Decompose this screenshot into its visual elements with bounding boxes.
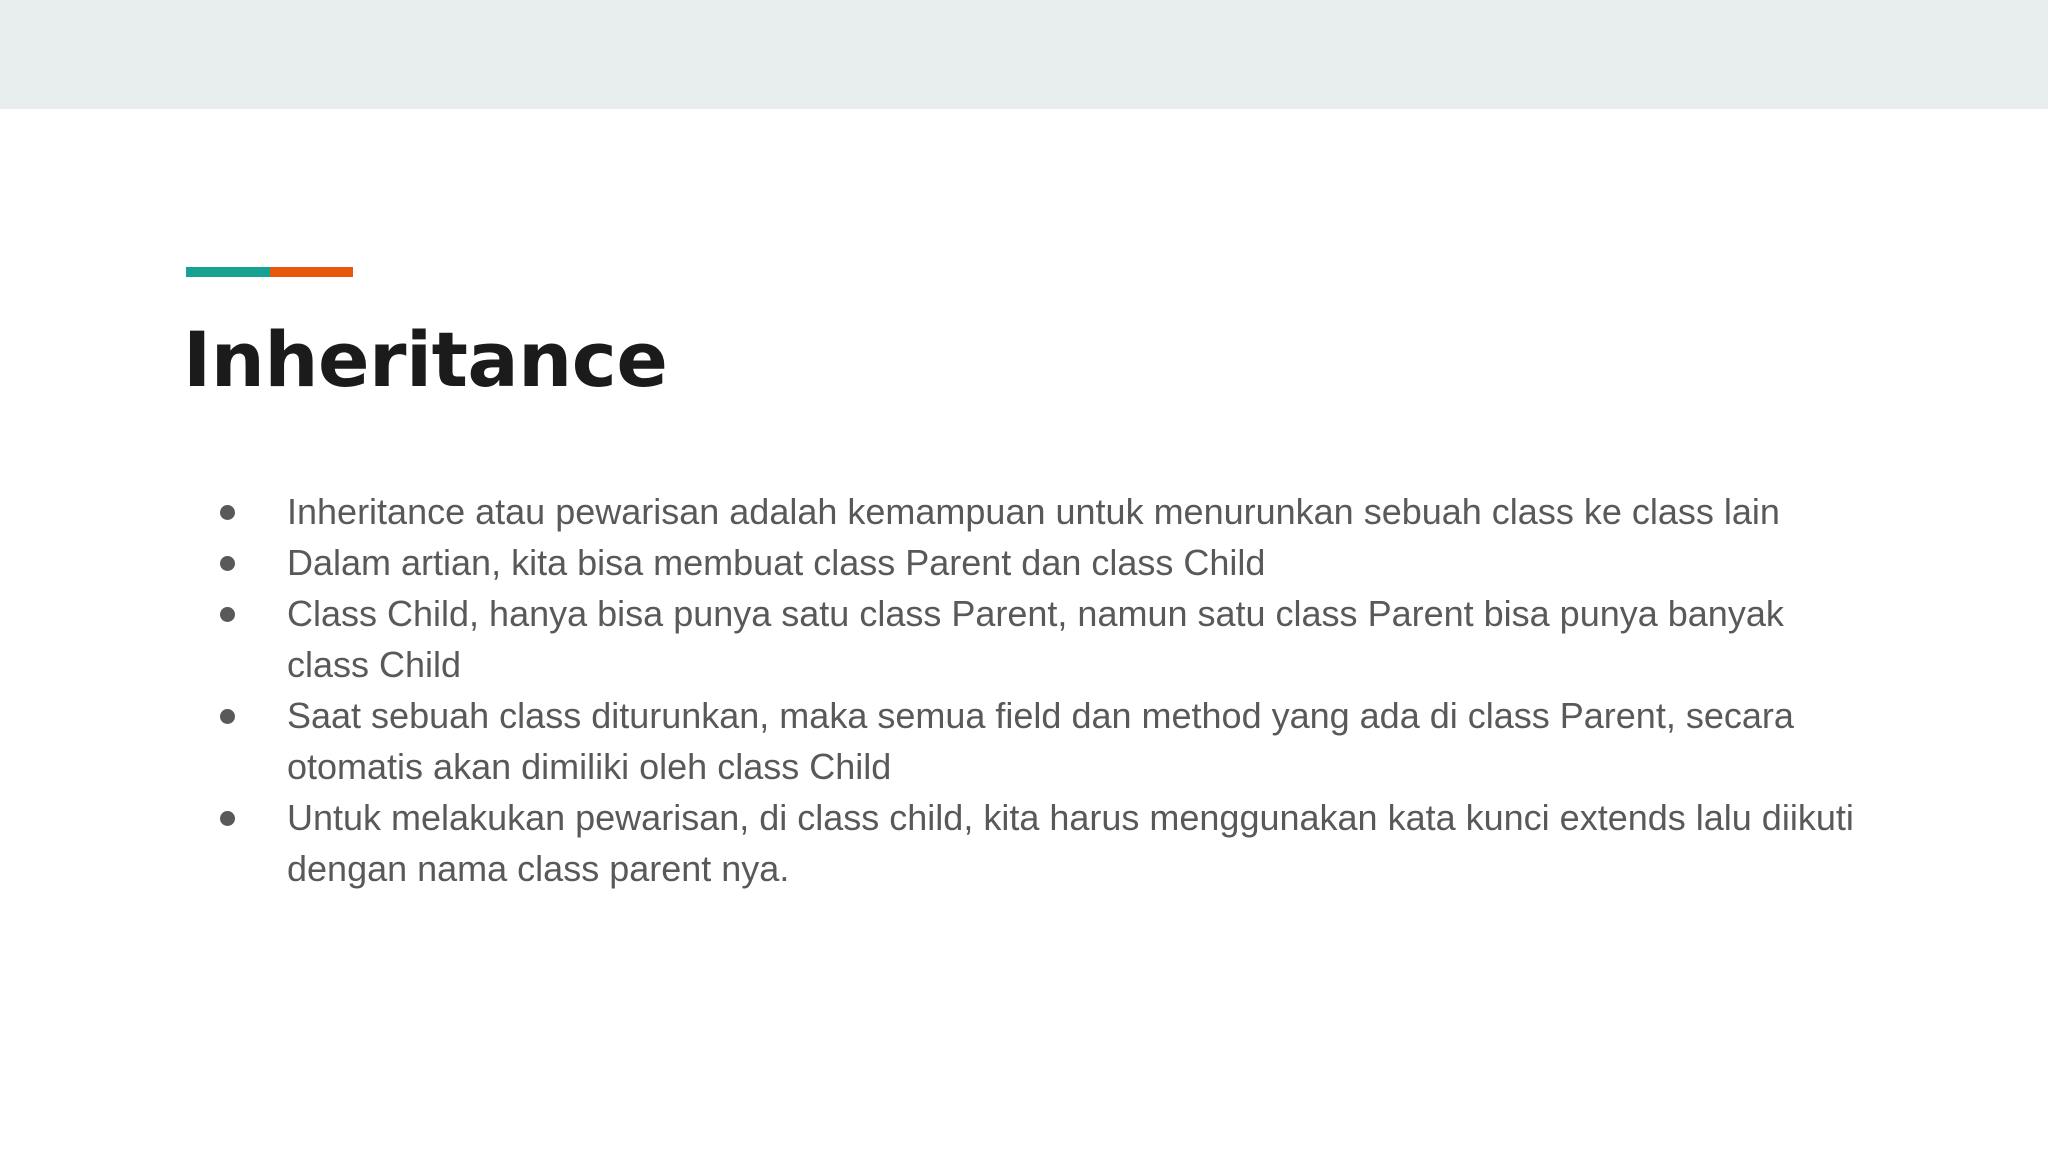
slide-title: Inheritance	[183, 315, 668, 404]
bullet-item	[212, 537, 1862, 588]
bullet-dot-icon	[220, 811, 235, 826]
accent-teal-segment	[186, 267, 270, 277]
accent-orange-segment	[270, 267, 354, 277]
bullet-item	[212, 486, 1862, 537]
bullet-dot-icon	[220, 505, 235, 520]
bullet-text: Class Child, hanya bisa punya satu class Parent, namun satu class Parent bisa punya banyak class Child	[287, 593, 1784, 685]
title-accent-bar	[186, 267, 353, 277]
bullet-text: Inheritance atau pewarisan adalah kemampuan untuk menurunkan sebuah class ke class lain	[287, 491, 1780, 532]
bullet-text: Saat sebuah class diturunkan, maka semua field dan method yang ada di class Parent, secara otomatis akan dimiliki oleh class Child	[287, 695, 1794, 787]
bullet-item	[212, 588, 1862, 690]
bullet-text: Untuk melakukan pewarisan, di class child, kita harus menggunakan kata kunci extends lalu diikuti dengan nama class parent nya.	[287, 797, 1854, 889]
bullet-item	[212, 792, 1862, 894]
bullet-text: Dalam artian, kita bisa membuat class Parent dan class Child	[287, 542, 1266, 583]
header-band	[0, 0, 2048, 109]
bullet-dot-icon	[220, 709, 235, 724]
bullet-item	[212, 690, 1862, 792]
bullet-list	[212, 486, 1862, 894]
bullet-dot-icon	[220, 556, 235, 571]
bullet-dot-icon	[220, 607, 235, 622]
